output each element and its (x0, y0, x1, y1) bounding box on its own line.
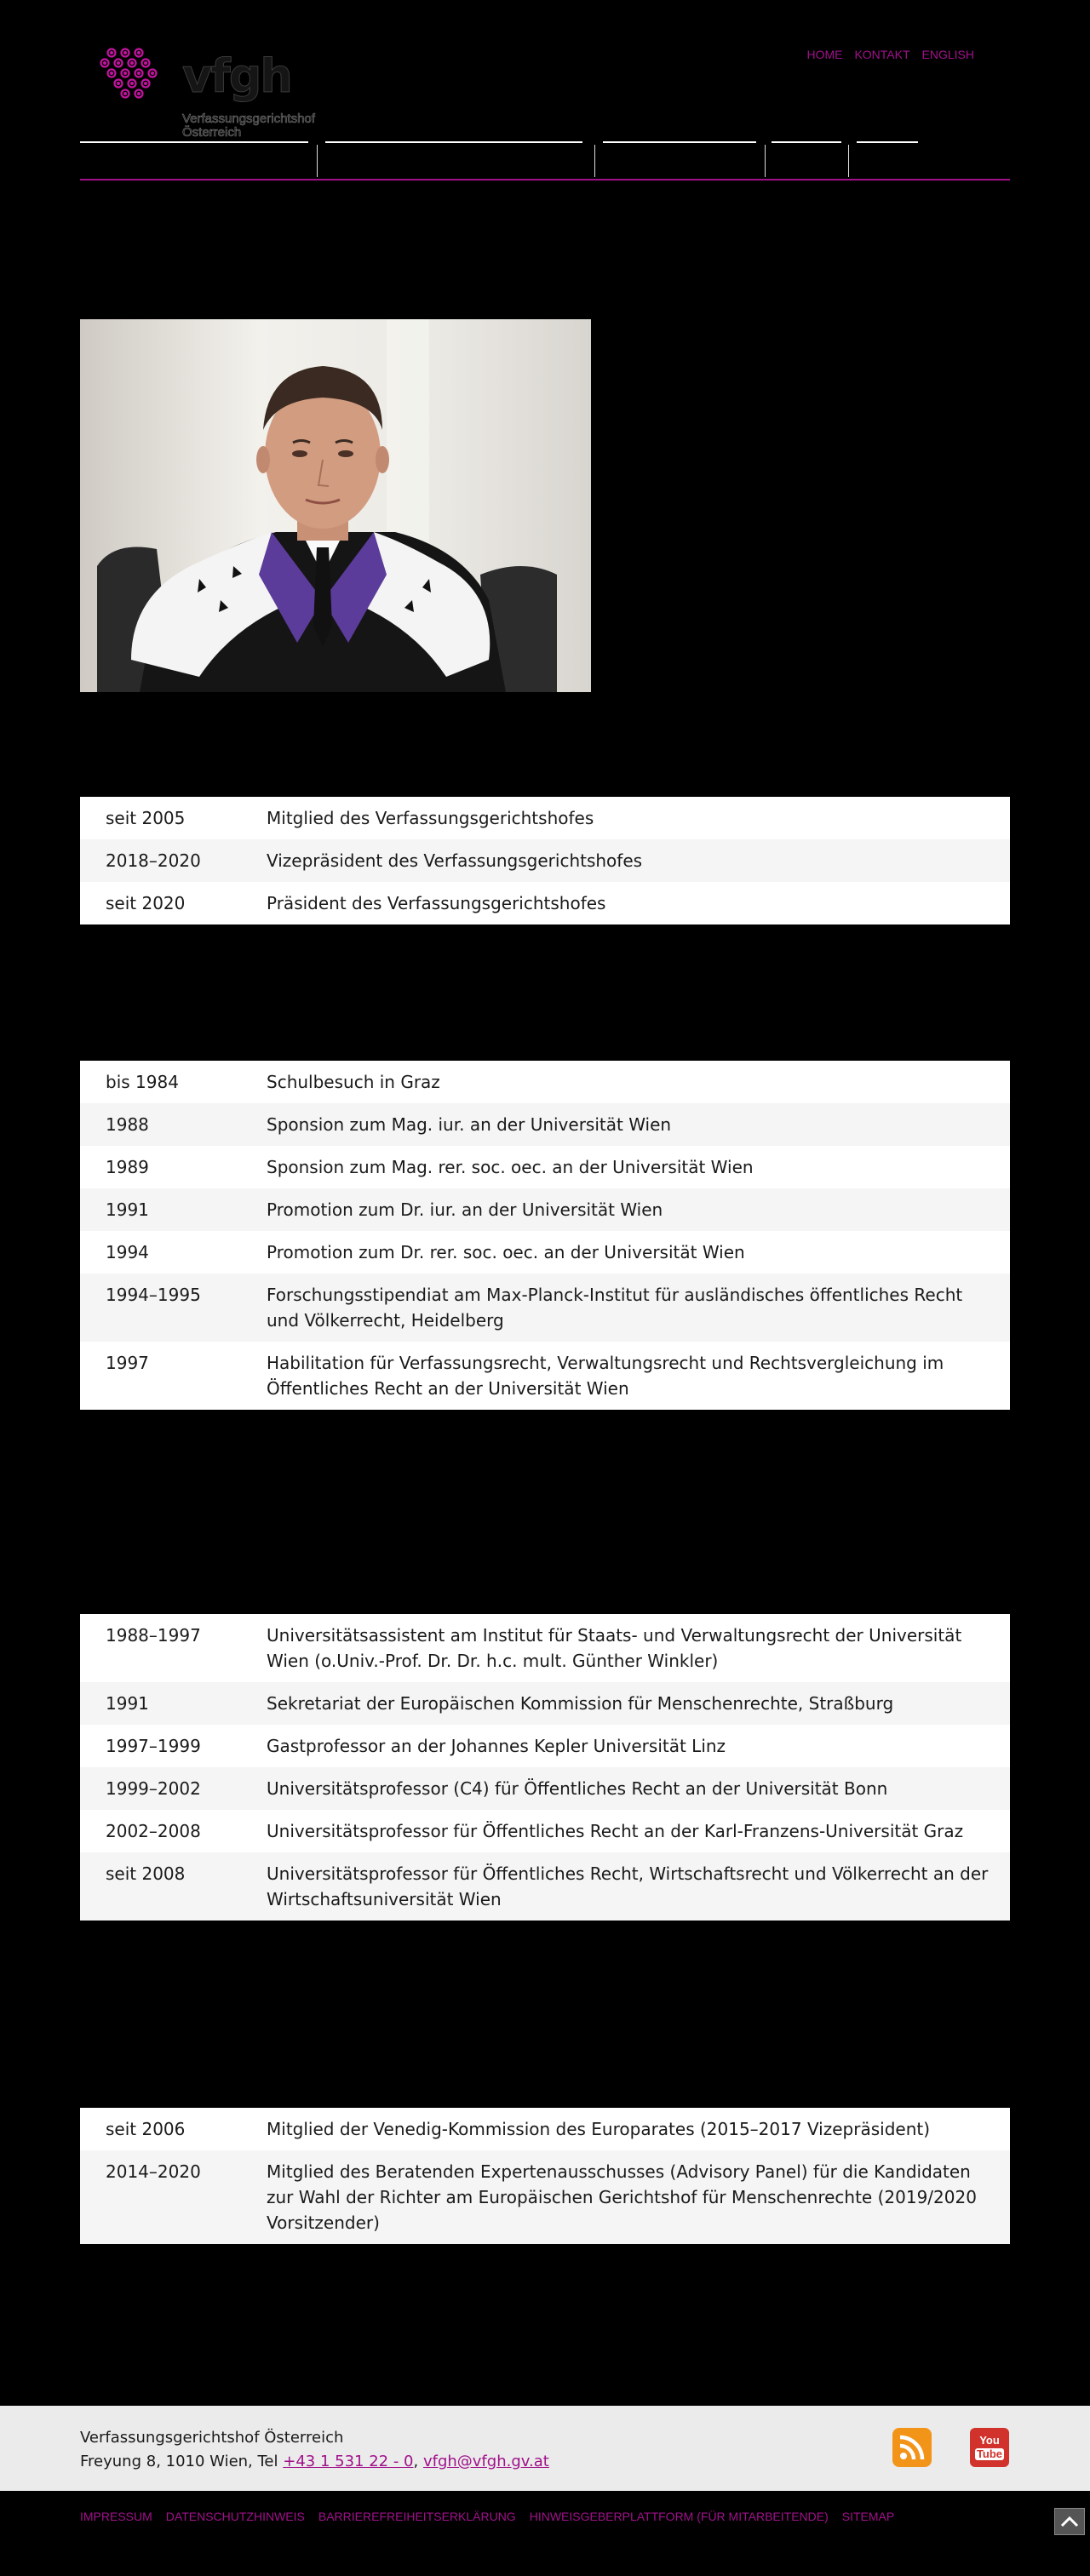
site-header (80, 0, 1010, 180)
row-text: Mitglied des Verfassungsgerichtshofes (267, 808, 594, 828)
youtube-icon[interactable] (970, 2428, 1009, 2467)
logo-subtitle-line1: Verfassungsgerichtshof (182, 112, 315, 126)
table-row (80, 1767, 1010, 1810)
cv-table-education (80, 1061, 1010, 1410)
chevron-up-icon (1055, 2509, 1084, 2534)
table-row (80, 1103, 1010, 1146)
row-text: Mitglied der Venedig-Kommission des Europarates (2015–2017 Vizepräsident) (267, 2119, 931, 2139)
youtube-text-bottom: Tube (976, 2447, 1003, 2460)
main-nav-item-3[interactable] (603, 141, 756, 177)
topnav-kontakt-link[interactable]: KONTAKT (854, 48, 910, 61)
main-navigation (80, 141, 1010, 177)
table-row (80, 2150, 1010, 2244)
main-nav-item-2[interactable] (325, 141, 582, 177)
table-row (80, 1342, 1010, 1410)
footer-email-link[interactable]: vfgh@vfgh.gv.at (422, 2453, 549, 2470)
row-text: Schulbesuch in Graz (267, 1072, 440, 1092)
site-footer (0, 2406, 1090, 2491)
row-text: Gastprofessor an der Johannes Kepler Universität Linz (267, 1736, 726, 1756)
cv-table-career (80, 1614, 1010, 1921)
row-year: 1989 (106, 1157, 149, 1177)
row-year: seit 2006 (106, 2119, 186, 2139)
main-nav-item-4[interactable] (772, 141, 841, 177)
table-row (80, 1682, 1010, 1725)
cv-table-functions (80, 2108, 1010, 2244)
table-row (80, 1810, 1010, 1852)
row-year: seit 2008 (106, 1863, 186, 1884)
footer-link-barrierefreiheit[interactable]: BARRIEREFREIHEITSERKLÄRUNG (318, 2510, 516, 2523)
top-navigation (806, 48, 974, 61)
row-year: 1999–2002 (106, 1778, 201, 1799)
table-row (80, 1725, 1010, 1767)
portrait-illustration (80, 319, 591, 692)
row-year: 1988–1997 (106, 1625, 201, 1646)
main-nav-item-1[interactable] (80, 141, 308, 177)
nav-divider (765, 145, 766, 177)
table-row (80, 2108, 1010, 2150)
table-row (80, 1146, 1010, 1188)
table-row (80, 1614, 1010, 1682)
row-year: 1991 (106, 1199, 149, 1220)
table-row (80, 1188, 1010, 1231)
row-year: bis 1984 (106, 1072, 179, 1092)
row-year: 1994–1995 (106, 1285, 201, 1305)
row-text: Forschungsstipendiat am Max-Planck-Institut für ausländisches öffentliches Recht und Völkerrecht, Heidelberg (267, 1285, 963, 1331)
footer-contact (80, 2426, 549, 2474)
main-nav-item-5[interactable] (857, 141, 918, 177)
table-row (80, 1274, 1010, 1342)
row-year: 2002–2008 (106, 1821, 201, 1841)
footer-address-line (80, 2450, 549, 2474)
table-row (80, 1061, 1010, 1103)
row-text: Präsident des Verfassungsgerichtshofes (267, 893, 606, 913)
row-text: Mitglied des Beratenden Expertenausschusses (Advisory Panel) für die Kandidaten zur Wahl der Richter am Europäischen Gerichtshof für Menschenrechte (2019/2020 Vorsitzender) (267, 2161, 977, 2233)
portrait-image (80, 319, 591, 692)
table-row (80, 797, 1010, 839)
back-to-top-button[interactable] (1054, 2508, 1085, 2535)
footer-navigation (80, 2510, 894, 2523)
rss-icon[interactable] (892, 2428, 932, 2467)
vfgh-logo[interactable] (97, 36, 318, 145)
table-row (80, 839, 1010, 882)
footer-address: Freyung 8, 1010 Wien, Tel (80, 2453, 284, 2470)
row-text: Vizepräsident des Verfassungsgerichtshofes (267, 850, 643, 871)
topnav-home-link[interactable]: HOME (806, 48, 843, 61)
row-text: Universitätsprofessor für Öffentliches Recht an der Karl-Franzens-Universität Graz (267, 1821, 964, 1841)
row-text: Promotion zum Dr. iur. an der Universität Wien (267, 1199, 663, 1220)
logo-subtitle-line2: Österreich (182, 125, 242, 140)
row-text: Universitätsprofessor für Öffentliches Recht, Wirtschaftsrecht und Völkerrecht an der Wirtschaftsuniversität Wien (267, 1863, 989, 1909)
table-row (80, 1231, 1010, 1274)
topnav-english-link[interactable]: ENGLISH (921, 48, 974, 61)
row-year: seit 2020 (106, 893, 186, 913)
row-year: 2018–2020 (106, 850, 201, 871)
row-text: Sekretariat der Europäischen Kommission für Menschenrechte, Straßburg (267, 1693, 894, 1714)
table-row (80, 1852, 1010, 1921)
nav-divider (317, 145, 318, 177)
footer-link-impressum[interactable]: IMPRESSUM (80, 2510, 152, 2523)
footer-separator: , (413, 2453, 423, 2470)
logo-dots-icon (97, 43, 174, 102)
row-text: Universitätsassistent am Institut für Staats- und Verwaltungsrecht der Universität Wien (o.Univ.-Prof. Dr. Dr. h.c. mult. Günther Winkler) (267, 1625, 962, 1671)
youtube-text-top: You (979, 2434, 1000, 2447)
footer-link-sitemap[interactable]: SITEMAP (841, 2510, 895, 2523)
logo-wordmark: vfgh (182, 49, 291, 103)
row-year: 2014–2020 (106, 2161, 201, 2182)
row-year: 1988 (106, 1114, 149, 1135)
row-year: 1997 (106, 1353, 149, 1373)
row-text: Habilitation für Verfassungsrecht, Verwaltungsrecht und Rechtsvergleichung im Öffentliches Recht an der Universität Wien (267, 1353, 944, 1399)
row-text: Sponsion zum Mag. iur. an der Universität Wien (267, 1114, 672, 1135)
nav-divider (848, 145, 849, 177)
table-row (80, 882, 1010, 924)
logo-subtitle (182, 112, 315, 140)
nav-underline (80, 179, 1010, 180)
row-text: Sponsion zum Mag. rer. soc. oec. an der Universität Wien (267, 1157, 754, 1177)
footer-link-hinweisgeber[interactable]: HINWEISGEBERPLATTFORM (FÜR MITARBEITENDE) (529, 2510, 829, 2523)
footer-org: Verfassungsgerichtshof Österreich (80, 2429, 344, 2447)
row-text: Promotion zum Dr. rer. soc. oec. an der Universität Wien (267, 1242, 745, 1262)
footer-link-datenschutz[interactable]: DATENSCHUTZHINWEIS (165, 2510, 305, 2523)
row-text: Universitätsprofessor (C4) für Öffentliches Recht an der Universität Bonn (267, 1778, 888, 1799)
footer-phone-link[interactable]: +43 1 531 22 - 0 (283, 2453, 414, 2470)
row-year: 1994 (106, 1242, 149, 1262)
rss-glyph (892, 2428, 932, 2467)
row-year: 1991 (106, 1693, 149, 1714)
row-year: 1997–1999 (106, 1736, 201, 1756)
nav-divider (594, 145, 595, 177)
row-year: seit 2005 (106, 808, 186, 828)
cv-table-vfgh (80, 797, 1010, 924)
